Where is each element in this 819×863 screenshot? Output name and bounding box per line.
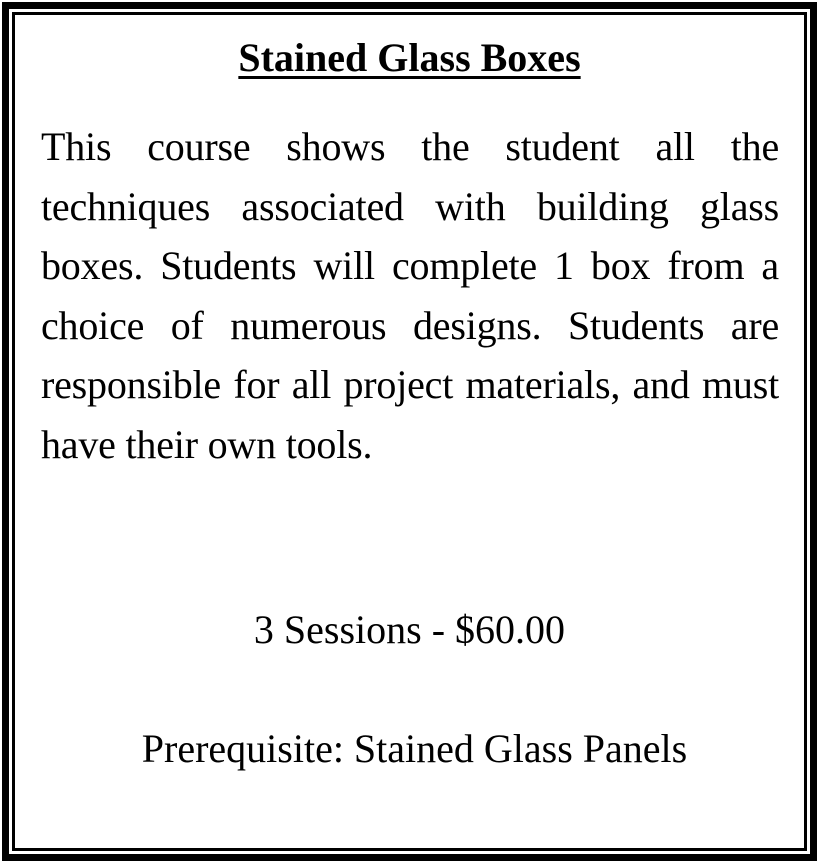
- prerequisite: Prerequisite: Stained Glass Panels: [141, 726, 688, 771]
- course-title: Stained Glass Boxes: [238, 35, 581, 80]
- sessions-price: 3 Sessions - $60.00: [253, 607, 566, 652]
- course-description: This course shows the student all the techniques associated with building glass boxes. Students will complete 1 box from a choice of numerous designs. Students are responsible for all project materials, and must have their own tools.: [41, 124, 779, 467]
